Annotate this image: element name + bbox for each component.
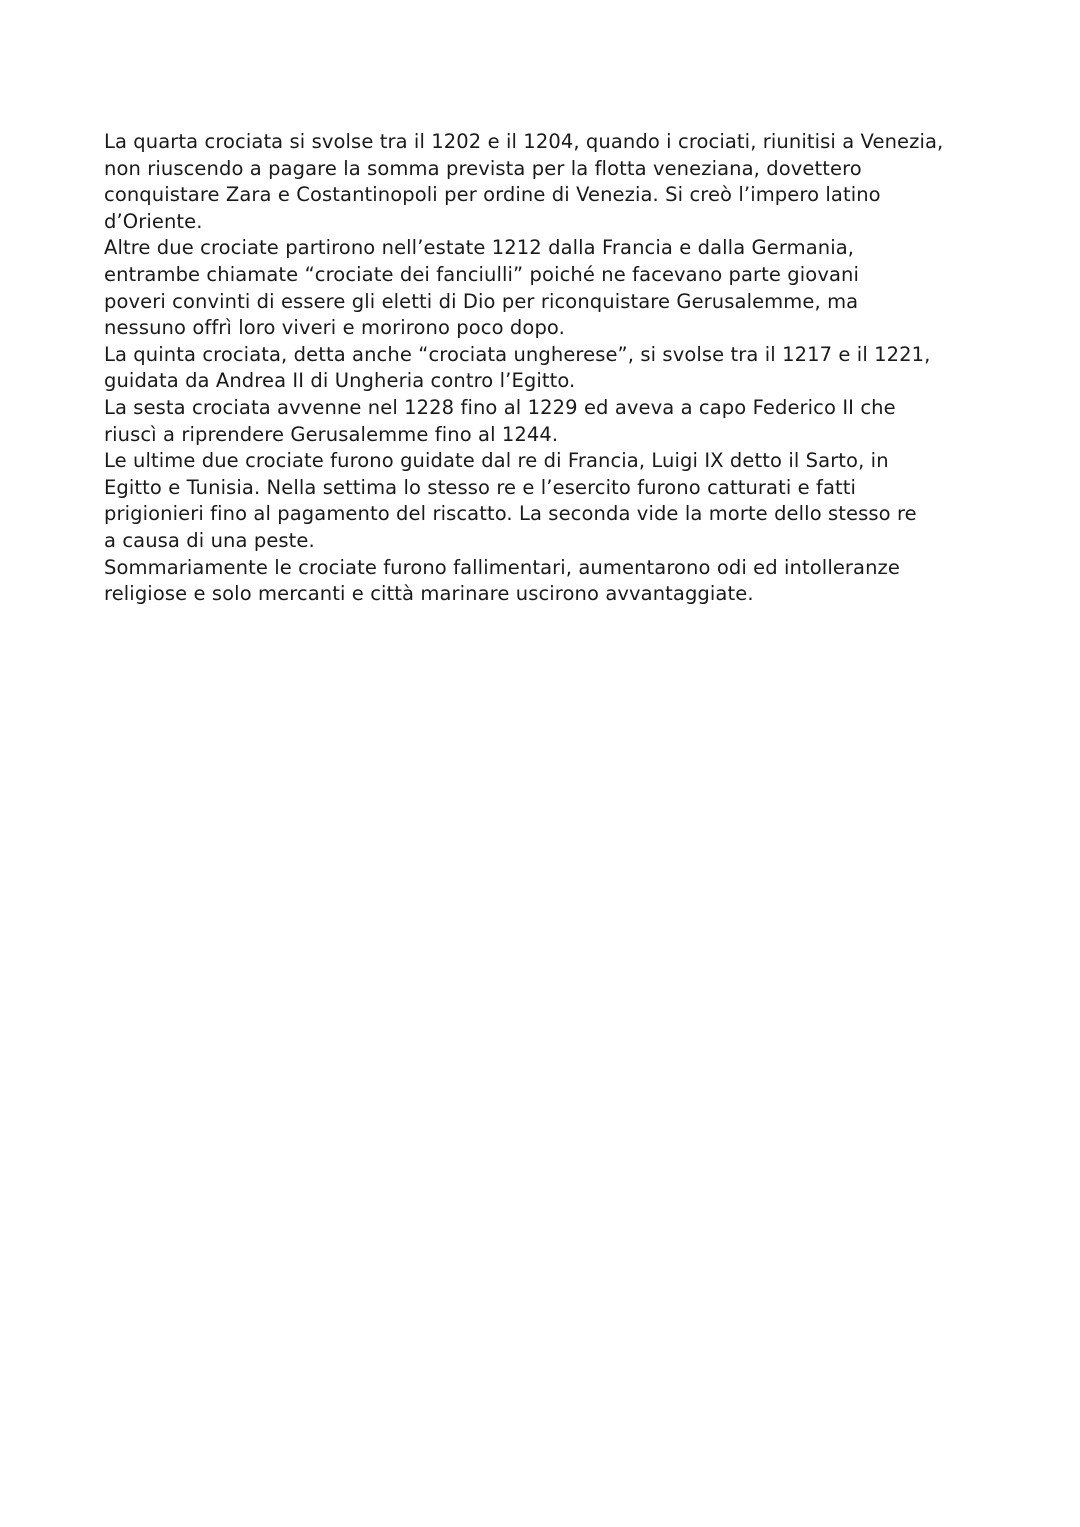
text-line: conquistare Zara e Costantinopoli per ordine di Venezia. Si creò l’impero latino — [104, 183, 881, 207]
text-line: guidata da Andrea II di Ungheria contro l’Egitto. — [104, 369, 576, 393]
text-line: Sommariamente le crociate furono fallimentari, aumentarono odi ed intolleranze — [104, 555, 900, 579]
text-line: d’Oriente. — [104, 209, 203, 233]
text-line: riuscì a riprendere Gerusalemme fino al 1244. — [104, 422, 559, 446]
body-text — [104, 129, 1004, 608]
text-line: Altre due crociate partirono nell’estate 1212 dalla Francia e dalla Germania, — [104, 236, 855, 260]
text-line: religiose e solo mercanti e città marinare uscirono avvantaggiate. — [104, 582, 754, 606]
text-line: nessuno offrì loro viveri e morirono poco dopo. — [104, 316, 565, 340]
text-line: non riuscendo a pagare la somma prevista per la flotta veneziana, dovettero — [104, 156, 862, 180]
text-line: a causa di una peste. — [104, 528, 315, 552]
text-line: Egitto e Tunisia. Nella settima lo stesso re e l’esercito furono catturati e fatti — [104, 475, 857, 499]
text-line: prigionieri fino al pagamento del riscatto. La seconda vide la morte dello stesso re — [104, 502, 917, 526]
text-line: La quarta crociata si svolse tra il 1202 e il 1204, quando i crociati, riunitisi a Venezia, — [104, 130, 944, 153]
text-line: Le ultime due crociate furono guidate dal re di Francia, Luigi IX detto il Sarto, in — [104, 449, 889, 473]
text-line: La sesta crociata avvenne nel 1228 fino al 1229 ed aveva a capo Federico II che — [104, 395, 896, 419]
text-line: poveri convinti di essere gli eletti di Dio per riconquistare Gerusalemme, ma — [104, 289, 859, 313]
text-line: entrambe chiamate “crociate dei fanciulli” poiché ne facevano parte giovani — [104, 262, 860, 286]
text-line: La quinta crociata, detta anche “crociata ungherese”, si svolse tra il 1217 e il 1221, — [104, 342, 931, 366]
